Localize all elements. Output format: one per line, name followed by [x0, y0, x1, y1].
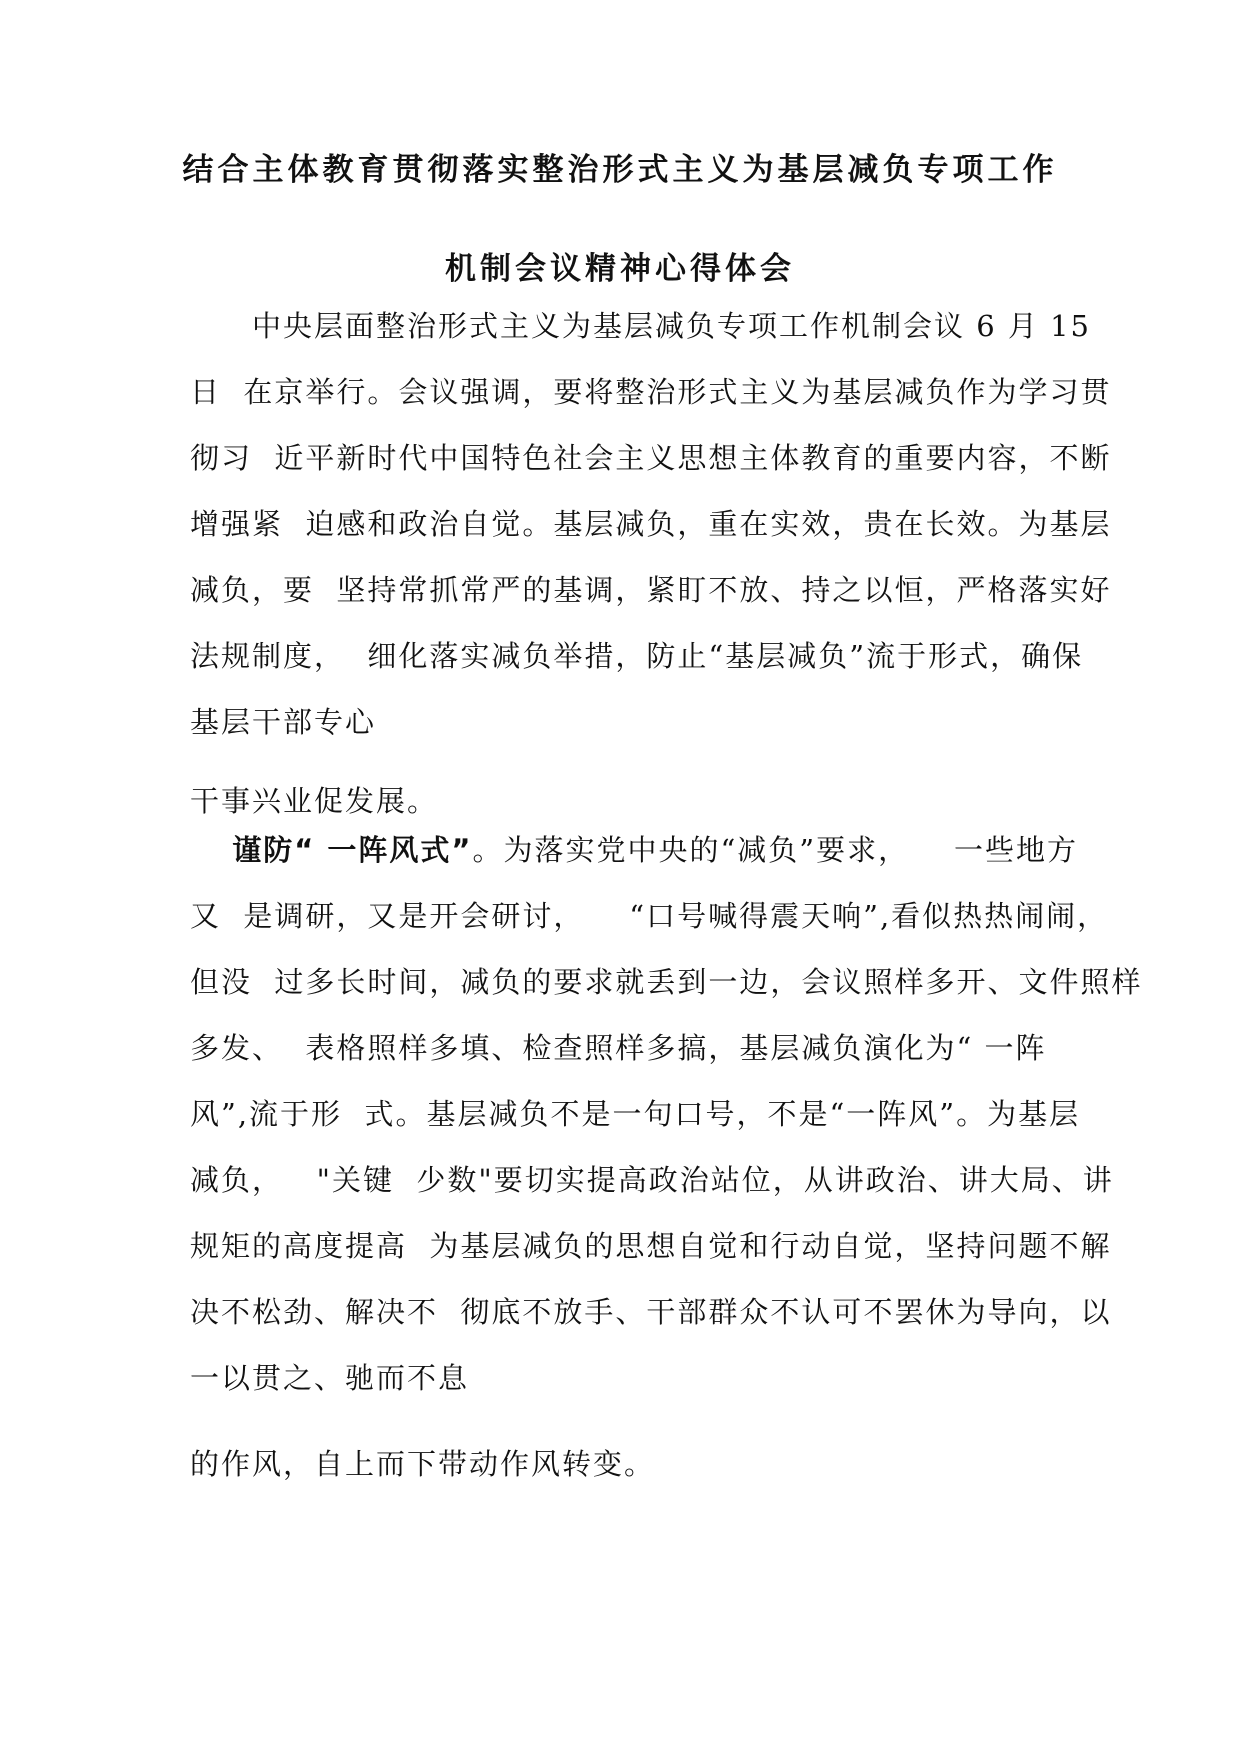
paragraph-line: 但没 过多长时间，减负的要求就丢到一边，会议照样多开、文件照样 [190, 965, 1143, 999]
paragraph-line: 基层干部专心 [190, 705, 377, 739]
paragraph-lead-heading: 谨防“ 一阵风式” [232, 833, 473, 867]
paragraph-line: 风”,流于形 式。基层减负不是一句口号，不是“一阵风”。为基层 [190, 1097, 1081, 1131]
paragraph-line: 的作风，自上而下带动作风转变。 [190, 1447, 656, 1481]
paragraph-indent [190, 833, 232, 867]
paragraph-line: 彻习 近平新时代中国特色社会主义思想主体教育的重要内容，不断 [190, 441, 1112, 475]
paragraph-line: 多发、 表格照样多填、检查照样多搞，基层减负演化为“ 一阵 [190, 1031, 1047, 1065]
paragraph-line: 中央层面整治形式主义为基层减负专项工作机制会议 6 月 15 [190, 309, 1092, 343]
paragraph-line: 减负，要 坚持常抓常严的基调，紧盯不放、持之以恒，严格落实好 [190, 573, 1112, 607]
paragraph-line: 增强紧 迫感和政治自觉。基层减负，重在实效，贵在长效。为基层 [190, 507, 1112, 541]
paragraph-line: 规矩的高度提高 为基层减负的思想自觉和行动自觉，坚持问题不解 [190, 1229, 1112, 1263]
paragraph-first-line [190, 830, 1078, 870]
paragraph-line: 日 在京举行。会议强调，要将整治形式主义为基层减负作为学习贯 [190, 375, 1112, 409]
paragraph-line: 决不松劲、解决不 彻底不放手、干部群众不认可不罢休为导向，以 [190, 1295, 1112, 1329]
paragraph-line-rest: 。为落实党中央的“减负”要求， 一些地方 [472, 833, 1078, 867]
document-title-line-2: 机制会议精神心得体会 [445, 251, 795, 287]
paragraph-line: 一以贯之、驰而不息 [190, 1361, 470, 1395]
paragraph-line: 减负， "关键 少数"要切实提高政治站位，从讲政治、讲大局、讲 [190, 1163, 1114, 1197]
paragraph-line: 干事兴业促发展。 [190, 784, 439, 818]
document-title-line-1: 结合主体教育贯彻落实整治形式主义为基层减负专项工作 [182, 152, 1058, 188]
paragraph-line: 法规制度， 细化落实减负举措，防止“基层减负”流于形式，确保 [190, 639, 1084, 673]
paragraph-line: 又 是调研，又是开会研讨， “口号喊得震天响”,看似热热闹闹， [190, 899, 1109, 933]
